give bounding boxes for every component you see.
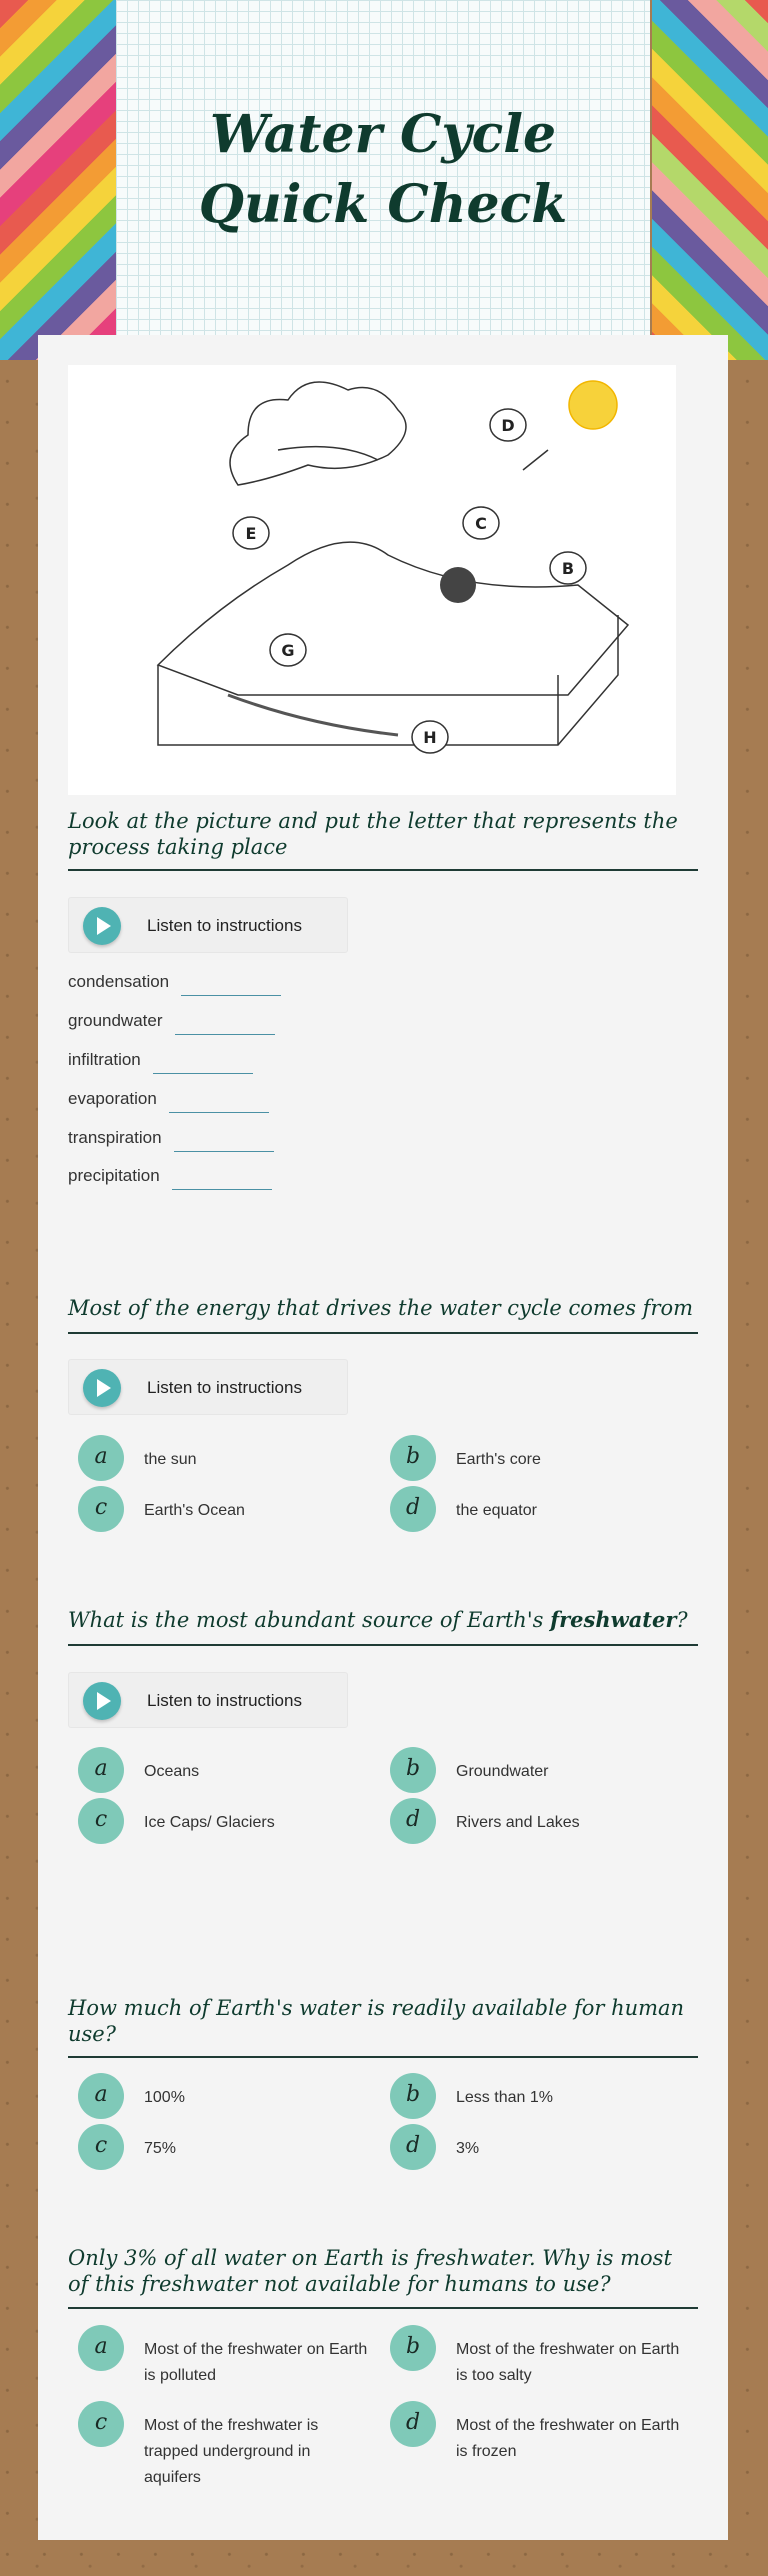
page-title: Water Cycle Quick Check <box>198 104 568 235</box>
fill-item <box>68 1128 274 1152</box>
listen-instructions-button[interactable] <box>68 1359 348 1415</box>
fill-item <box>68 1011 275 1035</box>
listen-label: Listen to instructions <box>147 916 302 935</box>
answer-input[interactable] <box>153 1054 253 1074</box>
option-badge: d <box>390 2124 436 2170</box>
prompt-text: What is the most abundant source of Earth's <box>68 1608 551 1632</box>
listen-label: Listen to instructions <box>147 1691 302 1710</box>
question-4-prompt: How much of Earth's water is readily available for human use? <box>68 1996 685 2046</box>
answer-input[interactable] <box>175 1015 275 1035</box>
fill-label: groundwater <box>68 1011 163 1030</box>
option-text: Rivers and Lakes <box>456 1814 580 1831</box>
question-1-prompt: Look at the picture and put the letter that represents the process taking place <box>68 809 678 859</box>
fill-item <box>68 972 281 996</box>
option-badge: a <box>78 2073 124 2119</box>
option-text: Most of the freshwater is trapped underground in aquifers <box>144 2417 319 2486</box>
option-text: Groundwater <box>456 1763 549 1780</box>
option-text: Earth's Ocean <box>144 1502 245 1519</box>
option-text: the sun <box>144 1451 197 1468</box>
fill-label: evaporation <box>68 1089 157 1108</box>
prompt-bold: freshwater <box>550 1607 677 1632</box>
option-badge: c <box>78 2401 124 2447</box>
option-badge: d <box>390 1486 436 1532</box>
chevron-pattern-right <box>652 0 768 360</box>
play-icon <box>83 1369 121 1407</box>
option-text: Oceans <box>144 1763 200 1780</box>
fill-item <box>68 1089 269 1113</box>
fill-item <box>68 1166 272 1190</box>
option-text: Most of the freshwater on Earth is too salty <box>456 2341 680 2384</box>
option-badge: a <box>78 1435 124 1481</box>
option-text: 75% <box>144 2140 177 2157</box>
svg-text:E: E <box>245 524 257 543</box>
worksheet-card <box>38 335 728 2540</box>
divider <box>68 1332 698 1334</box>
fill-label: condensation <box>68 972 170 991</box>
svg-text:D: D <box>501 416 515 435</box>
question-2-prompt: Most of the energy that drives the water cycle comes from <box>68 1296 694 1320</box>
option-badge: c <box>78 1798 124 1844</box>
question-5-prompt: Only 3% of all water on Earth is freshwater. Why is most of this freshwater not available for humans to use? <box>68 2246 672 2296</box>
answer-input[interactable] <box>174 1132 274 1152</box>
fill-label: transpiration <box>68 1128 162 1147</box>
option-text: Most of the freshwater on Earth is frozen <box>456 2417 680 2460</box>
option-text: Most of the freshwater on Earth is polluted <box>144 2341 368 2384</box>
answer-input[interactable] <box>181 976 281 996</box>
option-text: 100% <box>144 2089 185 2106</box>
option-text: the equator <box>456 1502 537 1519</box>
option-text: Less than 1% <box>456 2089 553 2106</box>
prompt-text: ? <box>676 1608 688 1632</box>
listen-instructions-button[interactable] <box>68 897 348 953</box>
fill-label: precipitation <box>68 1166 160 1185</box>
option-badge: c <box>78 2124 124 2170</box>
chevron-pattern-left <box>0 0 116 360</box>
option-text: Ice Caps/ Glaciers <box>144 1814 275 1831</box>
svg-text:H: H <box>423 728 437 747</box>
svg-text:G: G <box>281 641 295 660</box>
divider <box>68 2307 698 2309</box>
header-banner <box>0 0 768 360</box>
listen-instructions-button[interactable] <box>68 1672 348 1728</box>
svg-text:C: C <box>475 514 487 533</box>
answer-input[interactable] <box>172 1170 272 1190</box>
question-3-prompt <box>68 1607 698 1633</box>
fill-item <box>68 1050 253 1074</box>
option-text: 3% <box>456 2140 480 2157</box>
divider <box>68 2056 698 2058</box>
option-badge: b <box>390 1435 436 1481</box>
answer-input[interactable] <box>169 1093 269 1113</box>
divider <box>68 1644 698 1646</box>
play-icon <box>83 907 121 945</box>
option-text: Earth's core <box>456 1451 541 1468</box>
play-icon <box>83 1682 121 1720</box>
option-badge: d <box>390 2401 436 2447</box>
option-badge: a <box>78 1747 124 1793</box>
listen-label: Listen to instructions <box>147 1378 302 1397</box>
option-badge: a <box>78 2325 124 2371</box>
option-badge: b <box>390 2073 436 2119</box>
fill-label: infiltration <box>68 1050 141 1069</box>
svg-text:B: B <box>561 559 575 578</box>
option-badge: d <box>390 1798 436 1844</box>
water-cycle-diagram <box>68 365 676 795</box>
option-badge: b <box>390 1747 436 1793</box>
divider <box>68 869 698 871</box>
option-badge: b <box>390 2325 436 2371</box>
option-badge: c <box>78 1486 124 1532</box>
